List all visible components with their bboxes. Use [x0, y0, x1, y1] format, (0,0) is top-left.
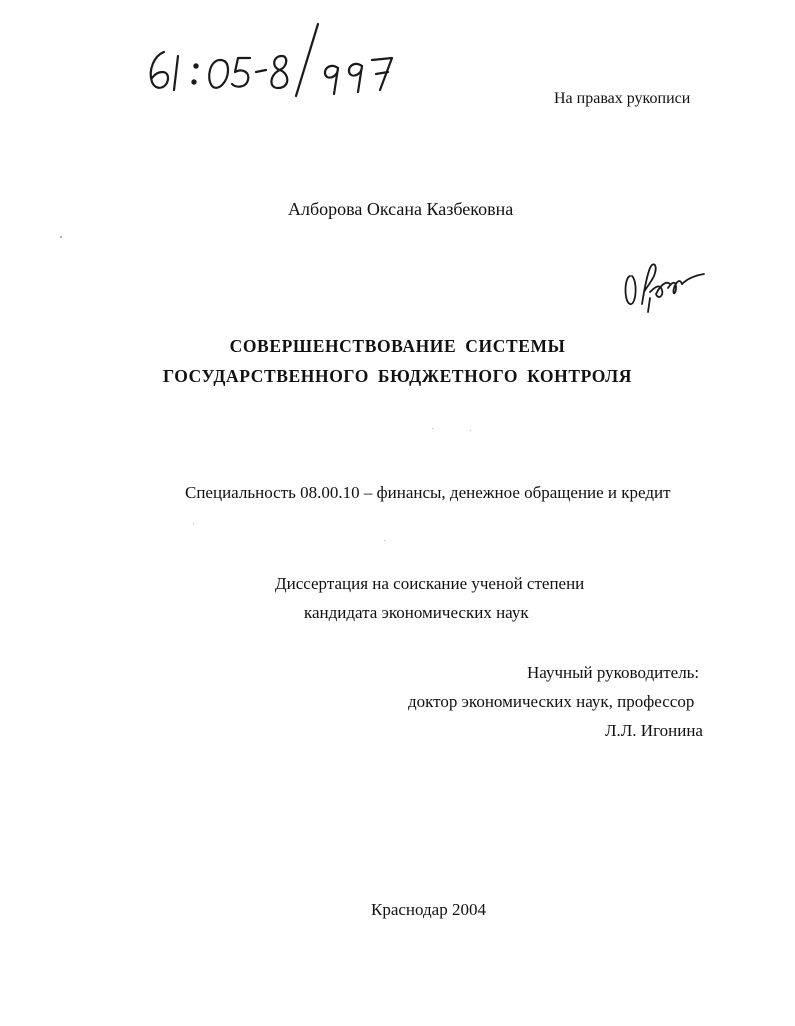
- scan-speck: [193, 523, 194, 524]
- scan-speck: [384, 540, 385, 541]
- thesis-title-line-1: СОВЕРШЕНСТВОВАНИЕ СИСТЕМЫ: [229, 336, 566, 356]
- supervisor-label: Научный руководитель:: [527, 663, 700, 682]
- rights-note: На правах рукописи: [554, 90, 691, 107]
- thesis-title-line-2: ГОСУДАРСТВЕННОГО БЮДЖЕТНОГО КОНТРОЛЯ: [162, 366, 633, 386]
- scan-speck: [60, 236, 62, 238]
- author-name: Алборова Оксана Казбековна: [288, 199, 514, 219]
- handwritten-signature: [620, 258, 710, 314]
- dissertation-line-2: кандидата экономических наук: [304, 603, 529, 622]
- supervisor-name: Л.Л. Игонина: [605, 721, 703, 740]
- scan-speck: [470, 430, 471, 431]
- supervisor-degree: доктор экономических наук, профессор: [408, 692, 695, 711]
- dissertation-line-1: Диссертация на соискание ученой степени: [275, 574, 585, 593]
- scan-speck: [432, 428, 433, 429]
- handwritten-archive-code: [140, 20, 440, 100]
- specialty: Специальность 08.00.10 – финансы, денежное обращение и кредит: [185, 483, 671, 502]
- city-year: Краснодар 2004: [371, 900, 486, 919]
